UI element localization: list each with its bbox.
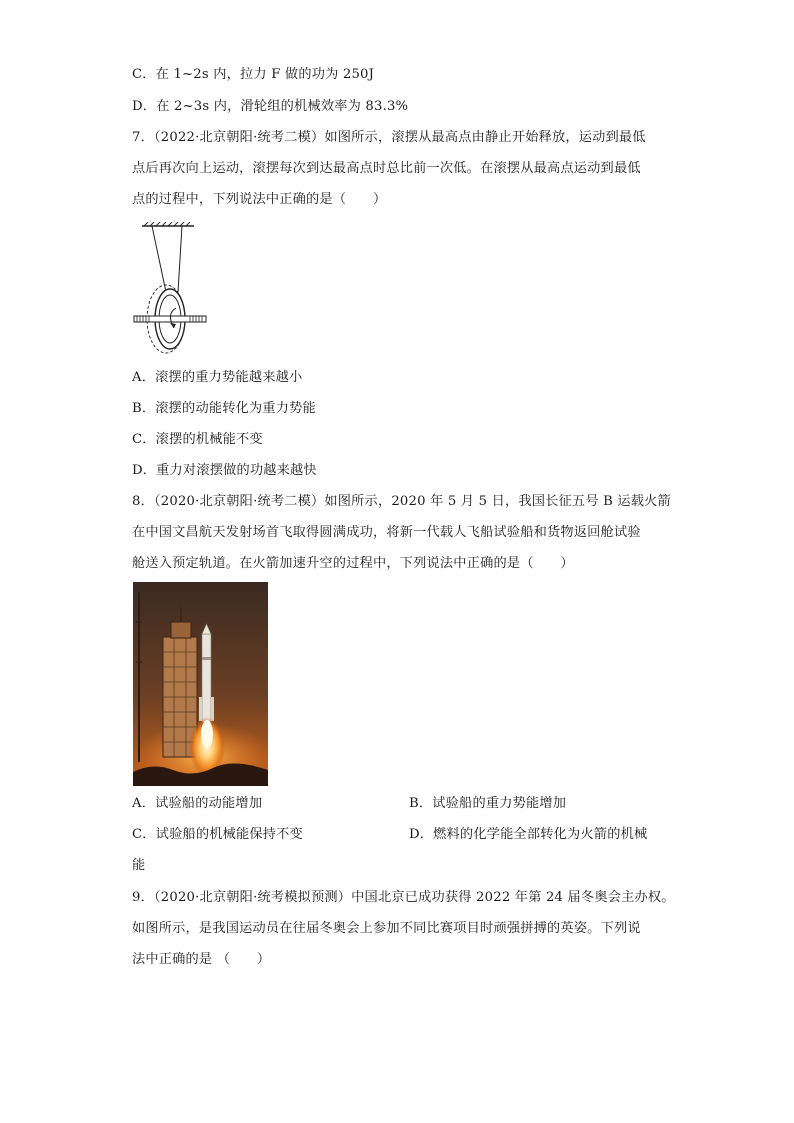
q9-stem-line-2: 如图所示，是我国运动员在往届冬奥会上参加不同比赛项目时顽强拼搏的英姿。下列说 [132, 921, 641, 936]
q7-stem-line-3: 点的过程中，下列说法中正确的是（ ） [132, 192, 387, 207]
rocket-launch-photo [133, 582, 268, 786]
q7-option-c: C．滚摆的机械能不变 [132, 432, 263, 447]
option-d-prev: D．在 2~3s 内，滑轮组的机械效率为 83.3% [132, 99, 409, 114]
q8-option-a: A．试验船的动能增加 [132, 796, 263, 811]
q8-stem-line-2: 在中国文昌航天发射场首飞取得圆满成功，将新一代载人飞船试验船和货物返回舱试验 [132, 525, 641, 540]
q9-stem-line-3: 法中正确的是 （ ） [132, 952, 271, 967]
q7-option-a: A．滚摆的重力势能越来越小 [132, 370, 303, 385]
maxwell-pendulum-figure [130, 222, 220, 354]
option-c-prev: C．在 1~2s 内，拉力 F 做的功为 250J [132, 67, 375, 82]
q8-option-d: D．燃料的化学能全部转化为火箭的机械 [409, 827, 648, 842]
q8-option-d-continued: 能 [132, 858, 146, 873]
q9-stem-line-1: 9．（2020·北京朝阳·统考模拟预测）中国北京已成功获得 2022 年第 24 届冬奥会主办权。 [132, 890, 675, 905]
q8-stem-line-3: 舱送入预定轨道。在火箭加速升空的过程中，下列说法中正确的是（ ） [132, 556, 574, 571]
q7-stem-line-1: 7．（2022·北京朝阳·统考二模）如图所示，滚摆从最高点由静止开始释放，运动到最低 [132, 130, 646, 145]
q8-option-c: C．试验船的机械能保持不变 [132, 827, 303, 842]
q7-option-b: B．滚摆的动能转化为重力势能 [132, 401, 316, 416]
q8-option-b: B．试验船的重力势能增加 [409, 796, 567, 811]
q7-stem-line-2: 点后再次向上运动，滚摆每次到达最高点时总比前一次低。在滚摆从最高点运动到最低 [132, 161, 641, 176]
q8-stem-line-1: 8．（2020·北京朝阳·统考二模）如图所示，2020 年 5 月 5 日，我国长征五号 B 运载火箭 [132, 494, 671, 509]
q7-option-d: D．重力对滚摆做的功越来越快 [132, 463, 317, 478]
